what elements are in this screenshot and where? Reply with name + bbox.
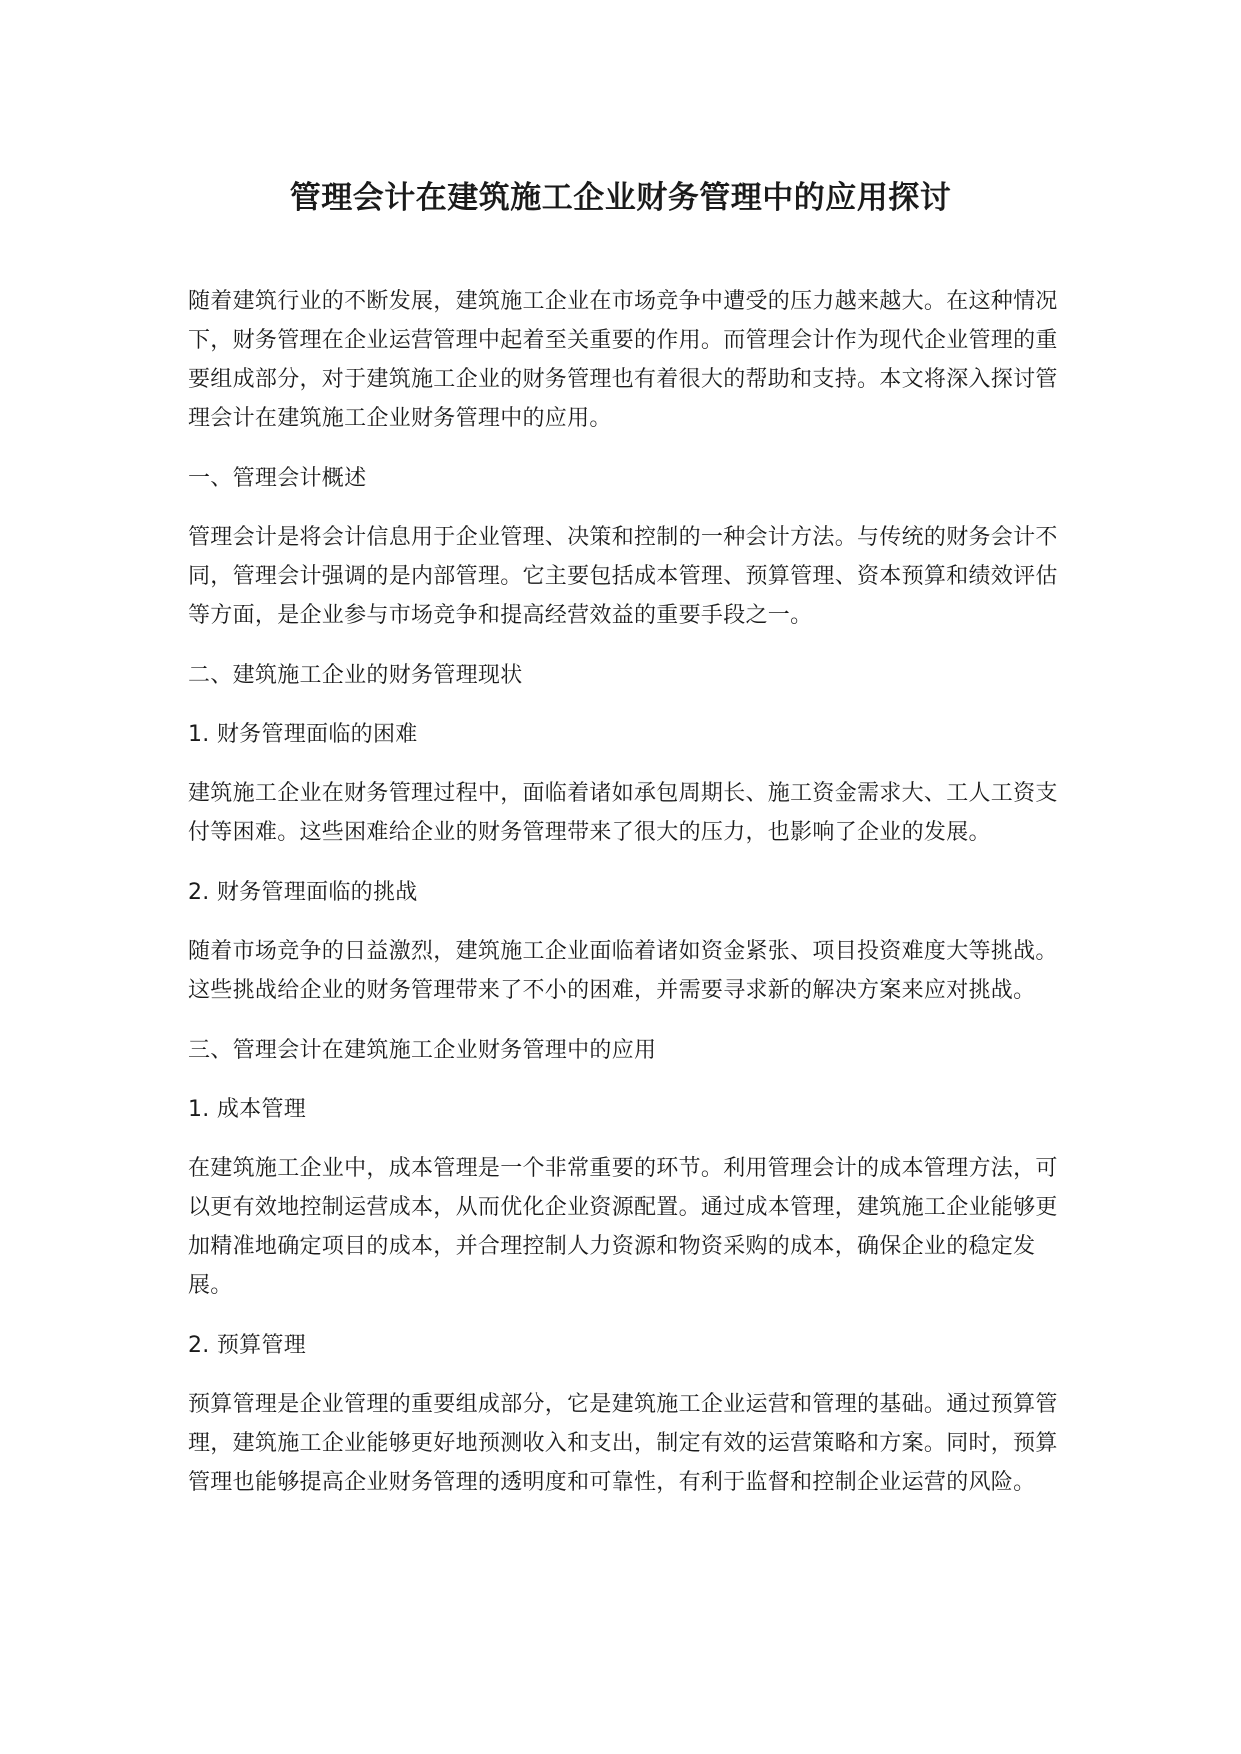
section-paragraph: 在建筑施工企业中，成本管理是一个非常重要的环节。利用管理会计的成本管理方法，可以更有效地控制运营成本，从而优化企业资源配置。通过成本管理，建筑施工企业能够更加精准地确定项目的成本，并合理控制人力资源和物资采购的成本，确保企业的稳定发展。: [188, 1156, 1058, 1298]
document-title: 管理会计在建筑施工企业财务管理中的应用探讨: [289, 180, 952, 216]
section-paragraph: 预算管理是企业管理的重要组成部分，它是建筑施工企业运营和管理的基础。通过预算管理，建筑施工企业能够更好地预测收入和支出，制定有效的运营策略和方案。同时，预算管理也能够提高企业财务管理的透明度和可靠性，有利于监督和控制企业运营的风险。: [188, 1392, 1058, 1495]
section-paragraph: 随着市场竞争的日益激烈，建筑施工企业面临着诸如资金紧张、项目投资难度大等挑战。这些挑战给企业的财务管理带来了不小的困难，并需要寻求新的解决方案来应对挑战。: [188, 939, 1058, 1003]
section-paragraph: 建筑施工企业在财务管理过程中，面临着诸如承包周期长、施工资金需求大、工人工资支付等困难。这些困难给企业的财务管理带来了很大的压力，也影响了企业的发展。: [188, 781, 1058, 845]
section-heading: 一、管理会计概述: [188, 466, 367, 491]
section-paragraph: 管理会计是将会计信息用于企业管理、决策和控制的一种会计方法。与传统的财务会计不同，管理会计强调的是内部管理。它主要包括成本管理、预算管理、资本预算和绩效评估等方面，是企业参与市场竞争和提高经营效益的重要手段之一。: [188, 525, 1058, 628]
subsection-heading: 1. 成本管理: [188, 1097, 307, 1122]
intro-paragraph: 随着建筑行业的不断发展，建筑施工企业在市场竞争中遭受的压力越来越大。在这种情况下，财务管理在企业运营管理中起着至关重要的作用。而管理会计作为现代企业管理的重要组成部分，对于建筑施工企业的财务管理也有着很大的帮助和支持。本文将深入探讨管理会计在建筑施工企业财务管理中的应用。: [188, 289, 1058, 431]
subsection-heading: 2. 财务管理面临的挑战: [188, 880, 418, 905]
section-heading: 二、建筑施工企业的财务管理现状: [188, 663, 523, 688]
section-heading: 三、管理会计在建筑施工企业财务管理中的应用: [188, 1038, 657, 1063]
subsection-heading: 2. 预算管理: [188, 1333, 307, 1358]
document-body: [188, 282, 1073, 1523]
subsection-heading: 1. 财务管理面临的困难: [188, 722, 418, 747]
